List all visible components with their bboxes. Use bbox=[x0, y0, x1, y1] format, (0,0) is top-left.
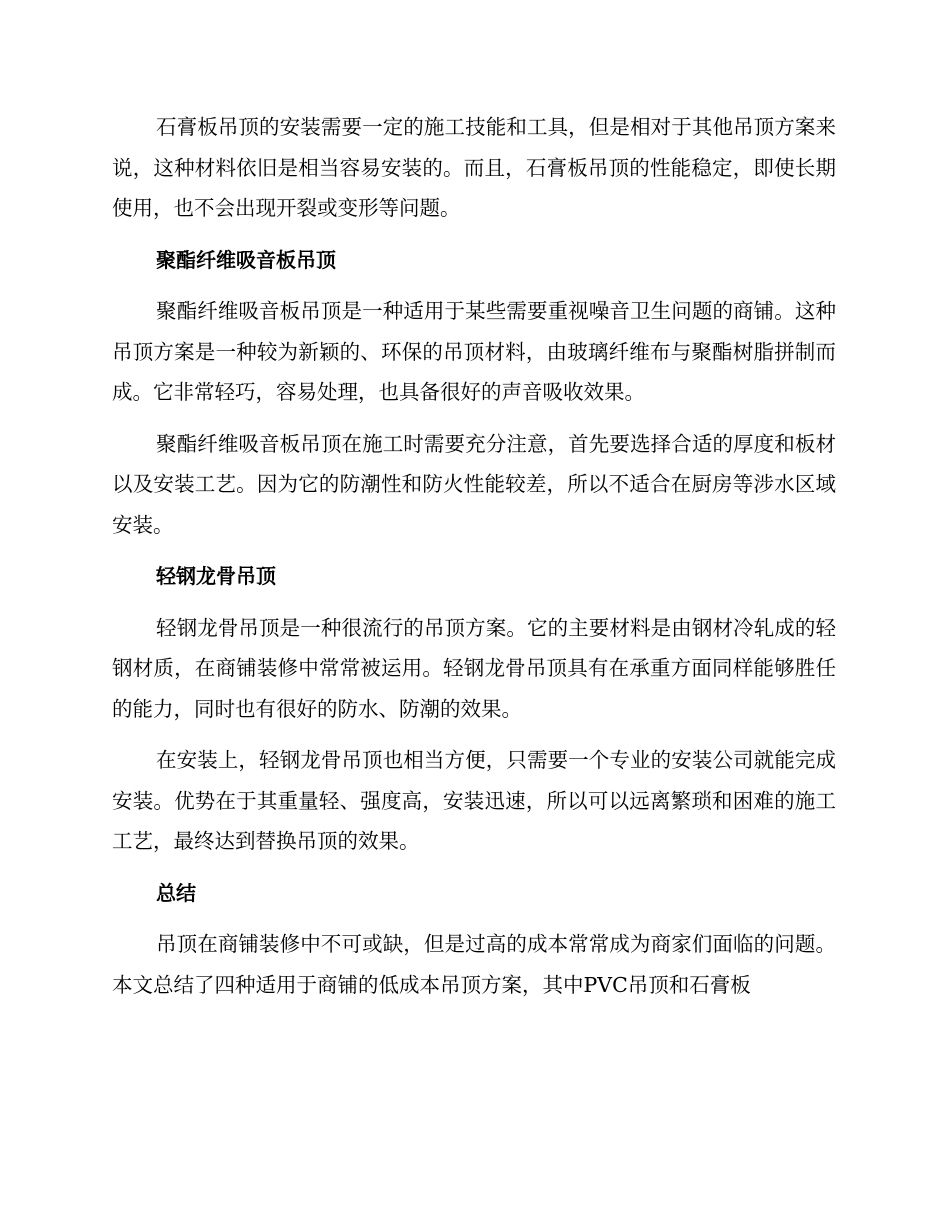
heading-summary: 总结 bbox=[156, 880, 196, 905]
paragraph-polyester-fiber-installation: 聚酯纤维吸音板吊顶在施工时需要充分注意，首先要选择合适的厚度和板材以及安装工艺。因为它的防潮性和防火性能较差，所以不适合在厨房等涉水区域安装。 bbox=[112, 431, 836, 537]
heading-light-steel-keel-ceiling: 轻钢龙骨吊顶 bbox=[156, 564, 276, 588]
paragraph-summary: 吊顶在商铺装修中不可或缺，但是过高的成本常常成为商家们面临的问题。本文总结了四种适用于商铺的低成本吊顶方案，其中PVC吊顶和石膏板 bbox=[112, 932, 836, 997]
paragraph-light-steel-installation: 在安装上，轻钢龙骨吊顶也相当方便，只需要一个专业的安装公司就能完成安装。优势在于其重量轻、强度高，安装迅速，所以可以远离繁琐和困难的施工工艺，最终达到替换吊顶的效果。 bbox=[112, 748, 836, 853]
paragraph-gypsum-installation: 石膏板吊顶的安装需要一定的施工技能和工具，但是相对于其他吊顶方案来说，这种材料依旧是相当容易安装的。而且，石膏板吊顶的性能稳定，即使长期使用，也不会出现开裂或变形等问题。 bbox=[112, 115, 836, 220]
document-page bbox=[112, 107, 836, 1016]
paragraph-light-steel-intro: 轻钢龙骨吊顶是一种很流行的吊顶方案。它的主要材料是由钢材冷轧成的轻钢材质，在商铺装修中常常被运用。轻钢龙骨吊顶具有在承重方面同样能够胜任的能力，同时也有很好的防水、防潮的效果。 bbox=[112, 615, 836, 721]
paragraph-polyester-fiber-intro: 聚酯纤维吸音板吊顶是一种适用于某些需要重视噪音卫生问题的商铺。这种吊顶方案是一种较为新颖的、环保的吊顶材料，由玻璃纤维布与聚酯树脂拼制而成。它非常轻巧，容易处理，也具备很好的声音吸收效果。 bbox=[112, 299, 836, 404]
heading-polyester-fiber-ceiling: 聚酯纤维吸音板吊顶 bbox=[156, 247, 336, 272]
